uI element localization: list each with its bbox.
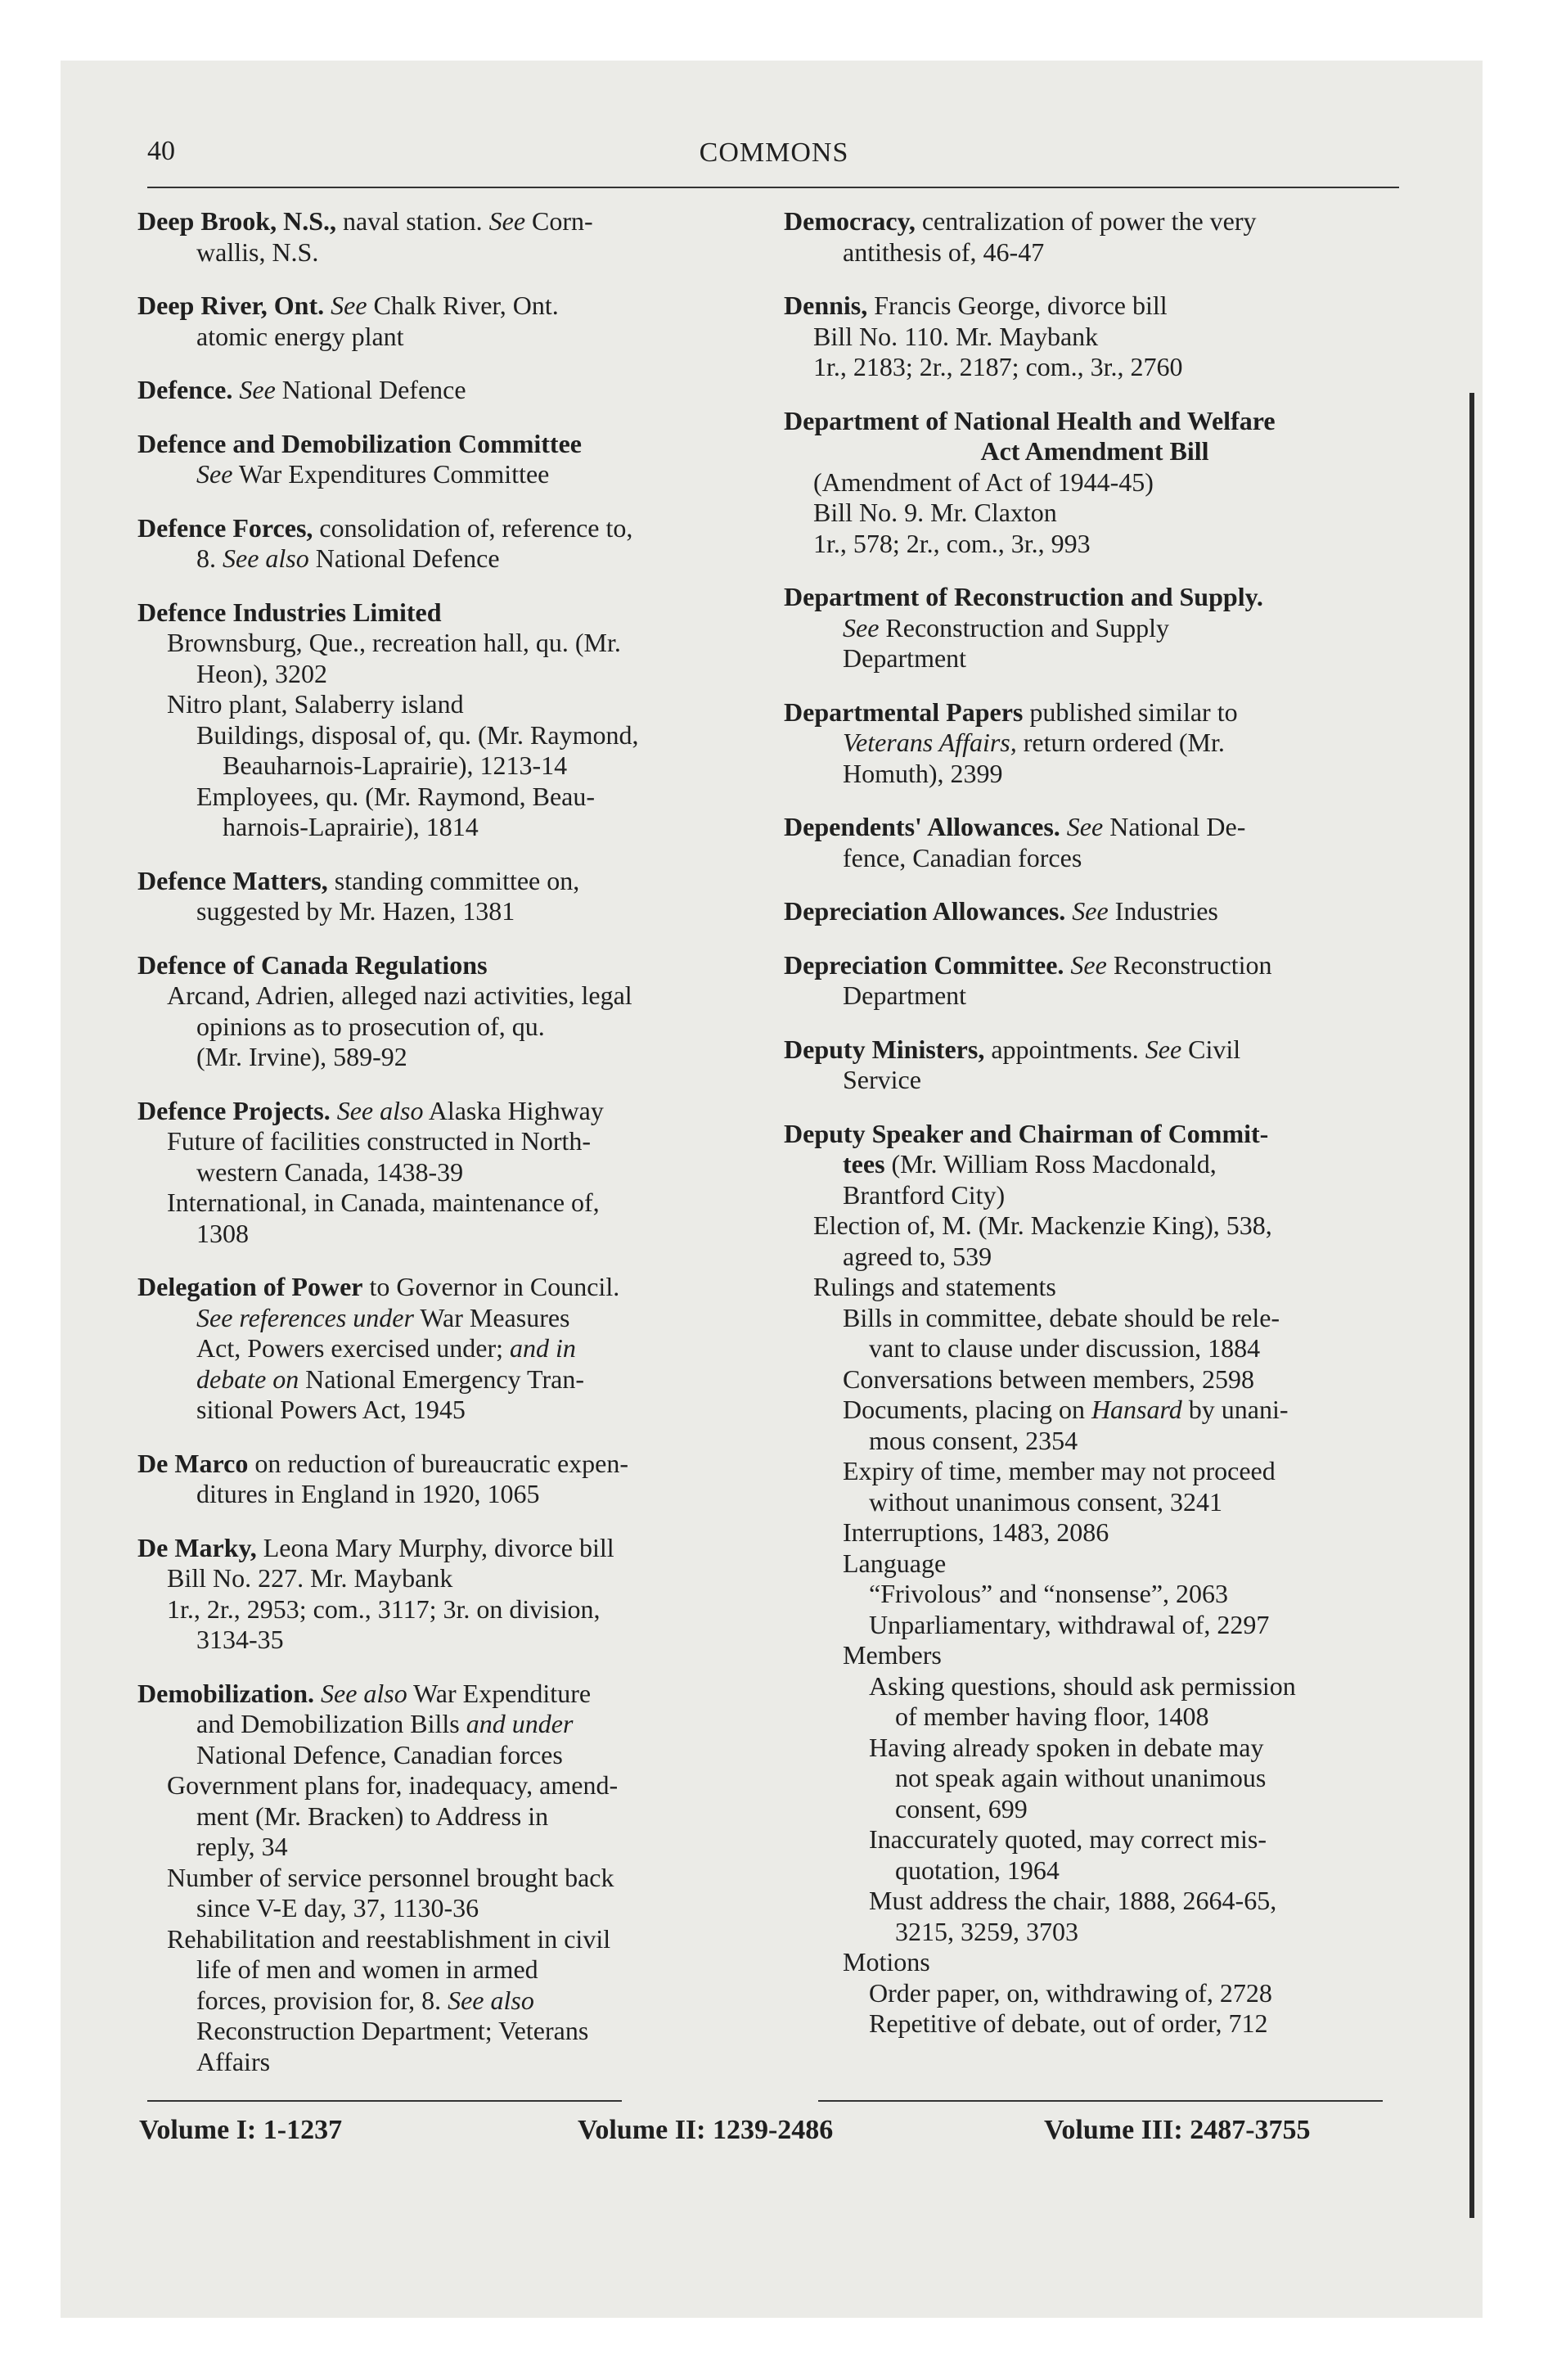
entry-heading-line [784,206,1406,237]
entry-term: Defence Projects. [137,1095,331,1125]
entry-term: Act Amendment Bill [980,436,1209,466]
entry-term: Deep Brook, N.S., [137,206,336,236]
entry-subline [784,467,1406,498]
entry-text: Employees, qu. (Mr. Raymond, Beau- [196,781,596,811]
index-entry [137,1533,759,1656]
entry-subline [784,759,1406,790]
entry-heading-line [137,375,759,406]
entry-heading-line [137,1449,759,1480]
entry-text: vant to clause under discussion, 1884 [869,1333,1261,1363]
entry-subline [137,322,759,353]
entry-subline [784,1333,1406,1364]
entry-subline [784,1640,1406,1671]
entry-text: International, in Canada, maintenance of, [167,1188,600,1217]
entry-text: since V-E day, 37, 1130-36 [196,1893,479,1922]
entry-text: mous consent, 2354 [869,1425,1078,1455]
cross-reference-text: See also [336,1095,424,1125]
index-entry [784,697,1406,790]
cross-reference-text: See also [223,543,309,573]
entry-text: Francis George, divorce bill [867,291,1168,320]
entry-subline [784,436,1406,467]
entry-text: Repetitive of debate, out of order, 712 [869,2008,1268,2038]
entry-subline [784,1426,1406,1457]
entry-text: standing committee on, [327,865,580,895]
entry-heading-line [784,697,1406,728]
index-entry [137,206,759,268]
entry-text: Motions [843,1947,930,1977]
entry-text: National Defence [275,375,466,404]
entry-text: Unparliamentary, withdrawal of, 2297 [869,1609,1270,1639]
entry-heading-line [137,1679,759,1710]
entry-text: Number of service personnel brought back [167,1862,614,1892]
entry-text: published similar to [1023,696,1238,727]
entry-term: Defence of Canada Regulations [137,949,488,980]
cross-reference-text: Hansard [1091,1395,1182,1424]
entry-subline [137,1709,759,1740]
entry-text: antithesis of, 46-47 [843,237,1045,267]
entry-text: War Measures [413,1302,570,1332]
entry-heading-line [137,513,759,544]
entry-subline [137,1303,759,1334]
entry-subline [137,1801,759,1832]
entry-text: National Defence, Canadian forces [196,1739,563,1769]
entry-subline [137,782,759,813]
entry-subline [784,1487,1406,1518]
entry-subline [784,1886,1406,1917]
entry-heading-line [784,812,1406,843]
entry-subline [137,628,759,659]
entry-subline [137,1042,759,1073]
entry-text: appointments. [984,1034,1145,1064]
entry-text [331,1096,337,1125]
entry-heading-line [784,1119,1406,1150]
footer-volume-3: Volume III: 2487-3755 [1044,2115,1311,2145]
entry-text: 3215, 3259, 3703 [895,1916,1078,1946]
index-entry [137,1679,759,2078]
entry-subline [137,1893,759,1924]
entry-term: Deep River, Ont. [137,291,325,320]
entry-text: Language [843,1548,947,1578]
entry-text: not speak again without unanimous [895,1763,1267,1792]
entry-text: Chalk River, Ont. [367,291,559,320]
entry-text: Future of facilities constructed in North- [167,1126,592,1156]
entry-text: Bill No. 227. Mr. Maybank [167,1563,453,1593]
entry-text: Reconstruction and Supply [879,612,1170,642]
entry-heading-line [137,866,759,897]
entry-subline [784,1517,1406,1548]
index-column-right [784,206,1406,2062]
entry-subline [784,1579,1406,1610]
entry-subline [137,1832,759,1863]
entry-subline [137,896,759,927]
entry-text: 1r., 2r., 2953; com., 3117; 3r. on division, [167,1593,601,1624]
entry-text: Heon), 3202 [196,658,327,688]
entry-text: Industries [1108,896,1218,926]
entry-subline [784,843,1406,874]
entry-heading-line [784,291,1406,322]
entry-subline [784,1272,1406,1303]
entry-subline [784,1733,1406,1764]
entry-text: Brantford City) [843,1179,1006,1210]
index-entry [137,1449,759,1510]
entry-term: Defence Matters, [137,865,328,895]
index-entry [784,896,1406,927]
entry-subline [784,1702,1406,1733]
entry-term: Demobilization. [137,1678,314,1708]
entry-term: Dependents' Allowances. [784,812,1060,841]
entry-heading-line [784,896,1406,927]
index-entry [784,291,1406,383]
index-entry [784,812,1406,873]
entry-term: Department of Reconstruction and Supply. [784,582,1263,611]
entry-text: Government plans for, inadequacy, amend- [167,1770,619,1800]
index-entry [784,950,1406,1012]
entry-text: “Frivolous” and “nonsense”, 2063 [869,1579,1229,1608]
entry-text: Inaccurately quoted, may correct mis- [869,1824,1267,1854]
entry-text: Civil [1181,1034,1241,1064]
entry-text: Members [843,1640,942,1670]
entry-text: naval station. [335,206,489,236]
entry-term: De Marky, [137,1532,257,1562]
entry-text: reply, 34 [196,1832,288,1861]
cross-reference-text: See [843,612,880,642]
entry-text: Asking questions, should ask permission [869,1670,1296,1701]
entry-text: return ordered (Mr. [1016,728,1225,757]
entry-subline [137,812,759,843]
entry-heading-line [784,406,1406,437]
index-entry [784,1034,1406,1096]
index-entry [784,406,1406,560]
entry-subline [784,1242,1406,1273]
entry-subline [137,1012,759,1043]
entry-heading-line [137,429,759,460]
entry-subline [784,2008,1406,2040]
entry-text: life of men and women in armed [196,1954,538,1984]
entry-text [1060,812,1067,841]
cross-reference-text: See [331,291,367,320]
entry-text: Election of, M. (Mr. Mackenzie King), 538, [813,1210,1272,1240]
index-entry [137,597,759,843]
entry-text: Having already spoken in debate may [869,1732,1264,1762]
cross-reference-text: See [196,459,233,489]
entry-subline [137,543,759,575]
entry-term: Deputy Speaker and Chairman of Commit- [784,1118,1269,1148]
entry-text: Arcand, Adrien, alleged nazi activities, legal [167,980,632,1010]
entry-text: Documents, placing on [843,1395,1091,1424]
entry-subline [137,1954,759,1986]
entry-term: Dennis, [784,291,868,320]
entry-subline [784,980,1406,1012]
entry-text: Corn- [525,206,593,236]
entry-subline [784,237,1406,268]
entry-text: National Emergency Tran- [299,1364,584,1394]
cross-reference-text: See [1070,949,1107,980]
cross-reference-text: Veterans Affairs, [843,728,1017,757]
entry-heading-line [137,1272,759,1303]
entry-text: consent, 699 [895,1793,1028,1823]
entry-subline [784,1210,1406,1242]
entry-text: 3134-35 [196,1625,284,1654]
entry-subline [137,1986,759,2017]
index-entry [137,375,759,406]
cross-reference-text: See [488,206,526,236]
entry-subline [137,1770,759,1801]
entry-subline [137,1563,759,1594]
entry-subline [784,1917,1406,1948]
entry-subline [137,689,759,720]
cross-reference-text: See also [320,1678,407,1708]
entry-text [314,1679,321,1708]
entry-subline [784,1149,1406,1180]
header-rule [147,187,1399,188]
entry-text: 8. [196,543,223,573]
entry-text: fence, Canadian forces [843,842,1082,872]
entry-term: Deputy Ministers, [784,1034,985,1064]
entry-subline [784,728,1406,759]
entry-text: (Amendment of Act of 1944-45) [813,467,1154,497]
entry-text: Reconstruction [1106,949,1272,980]
entry-subline [784,1065,1406,1096]
entry-text: Service [843,1065,921,1094]
entry-subline [784,1364,1406,1395]
cross-reference-text: and under [466,1709,574,1738]
entry-text: consolidation of, reference to, [313,512,633,543]
entry-text: Order paper, on, withdrawing of, 2728 [869,1977,1272,2008]
entry-term: Departmental Papers [784,696,1024,727]
entry-subline [784,498,1406,529]
entry-subline [137,1395,759,1426]
entry-subline [784,643,1406,674]
running-head: COMMONS [699,137,849,168]
entry-subline [784,1395,1406,1426]
entry-text: Alaska Highway [423,1095,604,1125]
index-entry [137,429,759,490]
cross-reference-text: See [1072,896,1109,926]
entry-subline [784,1824,1406,1855]
entry-text: Conversations between members, 2598 [843,1364,1254,1394]
entry-text: National Defence [308,543,500,573]
entry-text: Leona Mary Murphy, divorce bill [256,1532,614,1562]
entry-text: without unanimous consent, 3241 [869,1486,1222,1517]
entry-text: Reconstruction Department; Veterans [196,2016,589,2045]
entry-term: Democracy, [784,206,916,236]
entry-term: Delegation of Power [137,1272,363,1301]
entry-heading-line [784,950,1406,981]
entry-term: Department of National Health and Welfare [784,405,1276,435]
entry-text: Brownsburg, Que., recreation hall, qu. (Mr. [167,628,621,657]
footer-volume-2: Volume II: 1239-2486 [578,2115,834,2145]
entry-subline [784,1456,1406,1487]
entry-term: Defence. [137,375,233,404]
cross-reference-text: debate on [196,1364,299,1394]
footer-rule-left [147,2100,622,2102]
index-entry [784,582,1406,674]
entry-subline [137,459,759,490]
entry-heading-line [137,291,759,322]
entry-text: Rulings and statements [813,1272,1056,1301]
entry-subline [137,1364,759,1395]
entry-text: by unani- [1181,1395,1289,1424]
cross-reference-text: See also [448,1985,534,2015]
index-entry [137,1096,759,1250]
entry-term: Defence Industries Limited [137,597,442,627]
entry-subline [137,1924,759,1955]
entry-subline [784,352,1406,383]
entry-subline [137,1126,759,1157]
entry-term: Defence and Demobilization Committee [137,428,582,458]
entry-subline [137,1219,759,1250]
index-column-left [137,206,759,2100]
entry-subline [784,1947,1406,1978]
entry-term: De Marco [137,1448,249,1478]
entry-term: Depreciation Committee. [784,949,1064,980]
cross-reference-text: See references under [196,1302,414,1332]
cross-reference-text: See [1066,812,1104,841]
index-entry [137,291,759,352]
entry-text: Bill No. 110. Mr. Maybank [813,321,1099,351]
entry-text: centralization of power the very [915,206,1257,236]
cross-reference-text: See [1145,1034,1182,1064]
index-entry [784,1119,1406,2040]
entry-subline [137,1863,759,1894]
entry-subline [137,1594,759,1625]
entry-text: harnois-Laprairie), 1814 [223,812,479,841]
entry-subline [784,1855,1406,1886]
entry-text: Affairs [196,2046,271,2076]
entry-subline [137,751,759,782]
entry-subline [137,1333,759,1364]
entry-text: sitional Powers Act, 1945 [196,1395,466,1424]
entry-subline [784,1671,1406,1702]
entry-heading-line [137,950,759,981]
index-entry [137,866,759,927]
entry-text: Expiry of time, member may not proceed [843,1456,1276,1485]
entry-subline [137,659,759,690]
page-number: 40 [147,136,175,166]
entry-text: atomic energy plant [196,321,404,351]
entry-subline [784,1978,1406,2009]
entry-text: Rehabilitation and reestablishment in civil [167,1923,611,1954]
entry-subline [137,1740,759,1771]
index-entry [137,1272,759,1426]
entry-text: Must address the chair, 1888, 2664-65, [869,1886,1277,1915]
entry-subline [784,1610,1406,1641]
entry-text: wallis, N.S. [196,237,319,267]
entry-text: ditures in England in 1920, 1065 [196,1479,540,1508]
entry-subline [784,1763,1406,1794]
entry-heading-line [137,597,759,629]
entry-text: 1308 [196,1218,249,1248]
entry-text: opinions as to prosecution of, qu. [196,1011,545,1041]
entry-text: ment (Mr. Bracken) to Address in [196,1801,549,1831]
entry-subline [137,720,759,751]
entry-text: Interruptions, 1483, 2086 [843,1517,1109,1547]
entry-text: of member having floor, 1408 [895,1702,1209,1731]
cross-reference-text: See [239,375,276,404]
entry-subline [137,980,759,1012]
entry-heading-line [784,582,1406,613]
entry-text: agreed to, 539 [843,1241,992,1271]
entry-heading-line [137,206,759,237]
entry-text: War Expenditures Committee [232,459,550,489]
entry-text: Buildings, disposal of, qu. (Mr. Raymond, [196,719,639,750]
footer-volume-1: Volume I: 1-1237 [139,2115,343,2145]
entry-subline [784,322,1406,353]
entry-term: Defence Forces, [137,512,313,543]
entry-subline [784,1794,1406,1825]
index-entry [784,206,1406,268]
entry-subline [784,1303,1406,1334]
entry-text: Nitro plant, Salaberry island [167,689,464,719]
entry-subline [137,2047,759,2078]
entry-text: (Mr. Irvine), 589-92 [196,1042,407,1071]
entry-text: War Expenditure [407,1678,592,1708]
entry-text: Beauharnois-Laprairie), 1213-14 [223,751,568,780]
entry-text: Bill No. 9. Mr. Claxton [813,498,1057,527]
entry-subline [784,529,1406,560]
entry-subline [784,1548,1406,1580]
entry-subline [137,1625,759,1656]
entry-heading-line [784,1034,1406,1066]
entry-text: 1r., 2183; 2r., 2187; com., 3r., 2760 [813,352,1183,381]
entry-text [324,291,331,320]
entry-text: Homuth), 2399 [843,758,1003,788]
index-entry [137,513,759,575]
entry-text: suggested by Mr. Hazen, 1381 [196,896,515,926]
cross-reference-text: and in [509,1333,576,1363]
entry-subline [137,1188,759,1219]
entry-text: 1r., 578; 2r., com., 3r., 993 [813,528,1091,558]
index-entry [137,950,759,1073]
entry-text: on reduction of bureaucratic expen- [248,1448,629,1478]
entry-text: and Demobilization Bills [196,1709,466,1738]
entry-text: to Governor in Council. [362,1272,620,1301]
entry-text: National De- [1103,812,1246,841]
entry-text: Department [843,980,967,1010]
entry-subline [137,2016,759,2047]
entry-text: Act, Powers exercised under; [196,1333,510,1363]
page-edge-shadow [1469,393,1474,2218]
footer-rule-right [818,2100,1383,2102]
entry-text: forces, provision for, 8. [196,1985,448,2015]
entry-term: tees [843,1149,885,1179]
entry-heading-line [137,1096,759,1127]
entry-term: Depreciation Allowances. [784,896,1066,926]
entry-text: Bills in committee, debate should be rele- [843,1302,1280,1332]
entry-subline [784,613,1406,644]
entry-text: quotation, 1964 [895,1855,1060,1885]
entry-text: Department [843,643,967,673]
entry-text: western Canada, 1438-39 [196,1156,464,1187]
entry-subline [137,237,759,268]
entry-heading-line [137,1533,759,1564]
entry-text: (Mr. William Ross Macdonald, [884,1149,1217,1179]
entry-subline [784,1180,1406,1211]
entry-subline [137,1479,759,1510]
entry-subline [137,1157,759,1188]
